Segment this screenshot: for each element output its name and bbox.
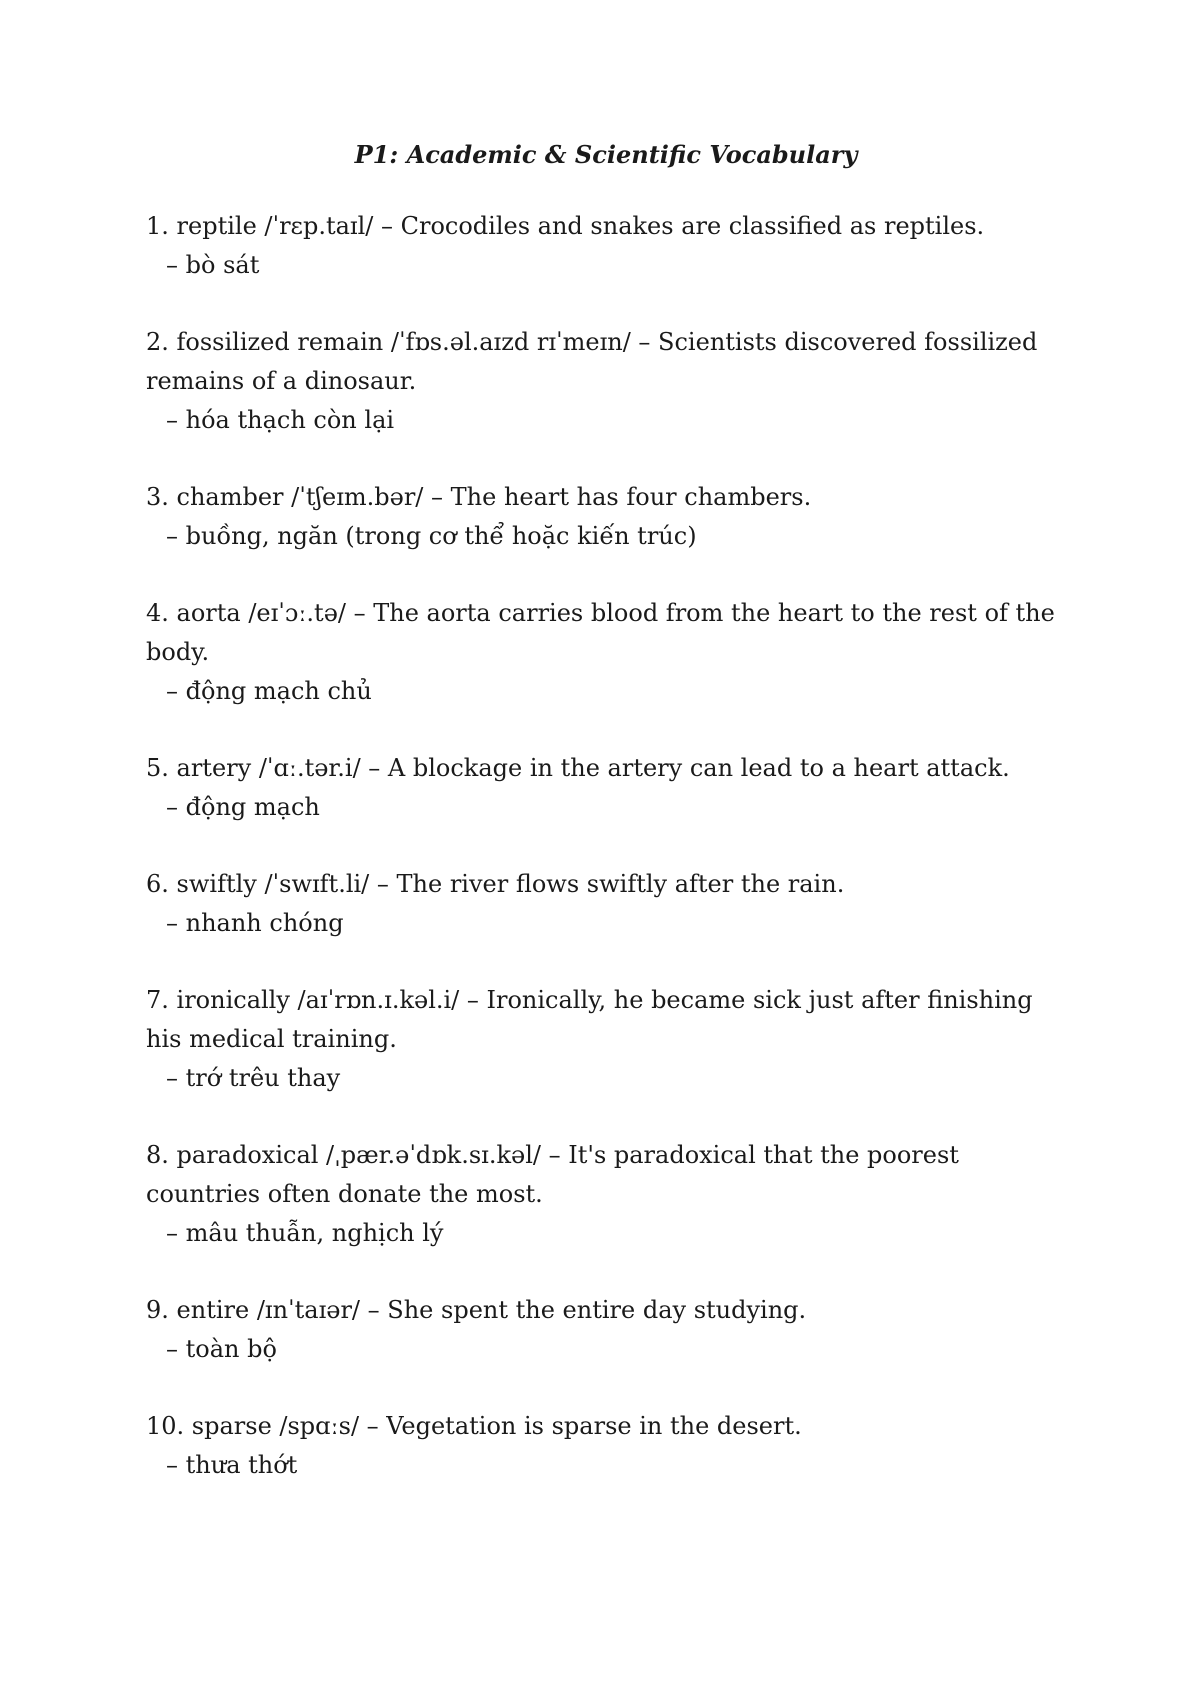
vocabulary-entry: [146, 1136, 1066, 1253]
entry-translation: – mâu thuẫn, nghịch lý: [166, 1219, 444, 1247]
vocabulary-entry: [146, 594, 1066, 711]
entry-translation: – động mạch chủ: [166, 677, 372, 705]
vocabulary-list: [146, 207, 1066, 1485]
vocabulary-entry: [146, 749, 1066, 827]
entry-translation: – bò sát: [166, 251, 260, 279]
entry-definition: 1. reptile /ˈrɛp.taɪl/ – Crocodiles and snakes are classified as reptiles.: [146, 212, 985, 240]
entry-translation: – nhanh chóng: [166, 909, 344, 937]
entry-definition: 3. chamber /ˈtʃeɪm.bər/ – The heart has four chambers.: [146, 483, 812, 511]
vocabulary-entry: [146, 323, 1066, 440]
entry-definition: 5. artery /ˈɑː.tər.i/ – A blockage in the artery can lead to a heart attack.: [146, 754, 1010, 782]
entry-definition: 9. entire /ɪnˈtaɪər/ – She spent the entire day studying.: [146, 1296, 807, 1324]
document-page: [146, 140, 1066, 1523]
entry-translation: – buồng, ngăn (trong cơ thể hoặc kiến trúc): [166, 522, 697, 550]
entry-translation: – toàn bộ: [166, 1335, 277, 1363]
vocabulary-entry: [146, 1291, 1066, 1369]
entry-definition: 2. fossilized remain /ˈfɒs.əl.aɪzd rɪˈmeɪn/ – Scientists discovered fossilized remains of a dinosaur.: [146, 328, 1038, 395]
vocabulary-entry: [146, 1407, 1066, 1485]
entry-translation: – động mạch: [166, 793, 320, 821]
entry-definition: 10. sparse /spɑːs/ – Vegetation is sparse in the desert.: [146, 1412, 802, 1440]
vocabulary-entry: [146, 207, 1066, 285]
entry-definition: 7. ironically /aɪˈrɒn.ɪ.kəl.i/ – Ironically, he became sick just after finishing his medical training.: [146, 986, 1033, 1053]
entry-translation: – trớ trêu thay: [166, 1064, 341, 1092]
entry-definition: 4. aorta /eɪˈɔː.tə/ – The aorta carries blood from the heart to the rest of the body.: [146, 599, 1055, 666]
entry-translation: – hóa thạch còn lại: [166, 406, 395, 434]
entry-translation: – thưa thớt: [166, 1451, 298, 1479]
entry-definition: 6. swiftly /ˈswɪft.li/ – The river flows swiftly after the rain.: [146, 870, 845, 898]
vocabulary-entry: [146, 478, 1066, 556]
page-title: P1: Academic & Scientific Vocabulary: [354, 140, 858, 169]
vocabulary-entry: [146, 981, 1066, 1098]
vocabulary-entry: [146, 865, 1066, 943]
entry-definition: 8. paradoxical /ˌpær.əˈdɒk.sɪ.kəl/ – It's paradoxical that the poorest countries often donate the most.: [146, 1141, 959, 1208]
